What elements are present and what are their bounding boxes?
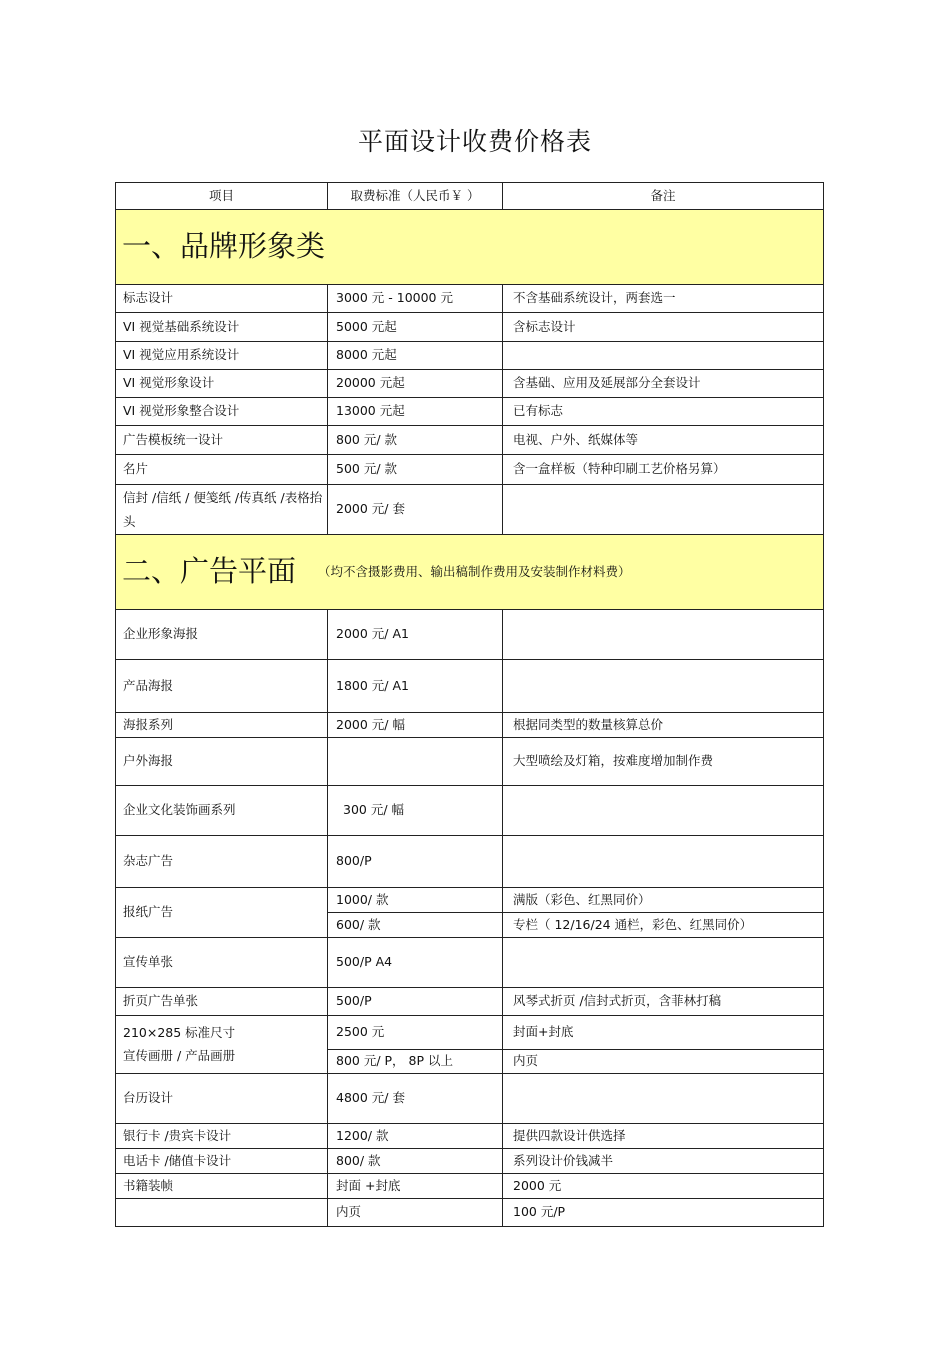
price-cell: 500/P A4 bbox=[328, 938, 503, 988]
header-note: 备注 bbox=[503, 183, 824, 210]
note-cell bbox=[503, 660, 824, 713]
price-cell: 800 元/ P， 8P 以上 bbox=[328, 1050, 503, 1074]
header-item: 项目 bbox=[116, 183, 328, 210]
note-cell bbox=[503, 485, 824, 535]
header-price: 取费标准（人民币￥ ） bbox=[328, 183, 503, 210]
note-cell: 大型喷绘及灯箱，按难度增加制作费 bbox=[503, 738, 824, 786]
price-cell: 2500 元 bbox=[328, 1016, 503, 1050]
price-cell: 2000 元/ A1 bbox=[328, 610, 503, 660]
table-row bbox=[116, 455, 824, 485]
note-cell: 专栏（ 12/16/24 通栏，彩色、红黑同价） bbox=[503, 913, 824, 938]
item-cell: VI 视觉应用系统设计 bbox=[116, 342, 328, 370]
table-row bbox=[116, 285, 824, 313]
note-cell: 2000 元 bbox=[503, 1174, 824, 1199]
note-cell: 含一盒样板（特种印刷工艺价格另算） bbox=[503, 455, 824, 485]
note-cell: 不含基础系统设计，两套选一 bbox=[503, 285, 824, 313]
price-cell: 4800 元/ 套 bbox=[328, 1074, 503, 1124]
item-cell: VI 视觉形象整合设计 bbox=[116, 398, 328, 426]
table-row bbox=[116, 786, 824, 836]
table-row bbox=[116, 1199, 824, 1227]
note-cell: 风琴式折页 /信封式折页，含菲林打稿 bbox=[503, 988, 824, 1016]
page-title: 平面设计收费价格表 bbox=[357, 127, 592, 156]
price-cell: 800 元/ 款 bbox=[328, 426, 503, 455]
section1-body bbox=[116, 285, 824, 535]
price-cell: 5000 元起 bbox=[328, 313, 503, 342]
table-row bbox=[116, 1074, 824, 1124]
item-cell: 台历设计 bbox=[116, 1074, 328, 1124]
price-cell: 内页 bbox=[328, 1199, 503, 1227]
note-cell: 已有标志 bbox=[503, 398, 824, 426]
note-cell: 根据同类型的数量核算总价 bbox=[503, 713, 824, 738]
table-row bbox=[116, 660, 824, 713]
note-cell bbox=[503, 342, 824, 370]
item-line: 210×285 标准尺寸 bbox=[123, 1025, 236, 1040]
item-cell: 书籍装帧 bbox=[116, 1174, 328, 1199]
section-title: 二、广告平面 bbox=[122, 554, 297, 589]
note-cell: 满版（彩色、红黑同价） bbox=[503, 888, 824, 913]
table-row bbox=[116, 1124, 824, 1149]
table-row bbox=[116, 1016, 824, 1050]
price-cell: 1000/ 款 bbox=[328, 888, 503, 913]
item-line: 宣传画册 / 产品画册 bbox=[123, 1047, 236, 1063]
table-row bbox=[116, 610, 824, 660]
section-header-ads bbox=[116, 535, 824, 610]
price-cell: 13000 元起 bbox=[328, 398, 503, 426]
item-cell: 信封 /信纸 / 便笺纸 /传真纸 /表格抬头 bbox=[116, 485, 328, 535]
item-cell: 宣传单张 bbox=[116, 938, 328, 988]
table-row bbox=[116, 398, 824, 426]
table-row bbox=[116, 888, 824, 913]
price-cell: 600/ 款 bbox=[328, 913, 503, 938]
item-cell: VI 视觉基础系统设计 bbox=[116, 313, 328, 342]
price-cell: 3000 元 - 10000 元 bbox=[328, 285, 503, 313]
item-cell: VI 视觉形象设计 bbox=[116, 370, 328, 398]
table-row bbox=[116, 485, 824, 535]
item-cell: 企业形象海报 bbox=[116, 610, 328, 660]
table-header-row bbox=[116, 183, 824, 210]
note-cell bbox=[503, 938, 824, 988]
item-cell bbox=[116, 1016, 328, 1074]
table-row bbox=[116, 426, 824, 455]
note-cell: 电视、户外、纸媒体等 bbox=[503, 426, 824, 455]
table-row bbox=[116, 938, 824, 988]
item-cell: 电话卡 /储值卡设计 bbox=[116, 1149, 328, 1174]
item-cell: 户外海报 bbox=[116, 738, 328, 786]
note-cell bbox=[503, 836, 824, 888]
note-cell: 含标志设计 bbox=[503, 313, 824, 342]
item-cell: 产品海报 bbox=[116, 660, 328, 713]
table-row bbox=[116, 342, 824, 370]
item-cell: 海报系列 bbox=[116, 713, 328, 738]
note-cell bbox=[503, 610, 824, 660]
section-header-brand bbox=[116, 210, 824, 285]
table-row bbox=[116, 1174, 824, 1199]
table-row bbox=[116, 988, 824, 1016]
price-cell: 封面 +封底 bbox=[328, 1174, 503, 1199]
item-cell: 名片 bbox=[116, 455, 328, 485]
note-cell: 100 元/P bbox=[503, 1199, 824, 1227]
table-row bbox=[116, 713, 824, 738]
table-row bbox=[116, 836, 824, 888]
note-cell bbox=[503, 786, 824, 836]
price-cell: 1800 元/ A1 bbox=[328, 660, 503, 713]
price-cell: 300 元/ 幅 bbox=[328, 786, 503, 836]
item-cell: 报纸广告 bbox=[116, 888, 328, 938]
item-cell bbox=[116, 1199, 328, 1227]
note-cell: 提供四款设计供选择 bbox=[503, 1124, 824, 1149]
note-cell bbox=[503, 1074, 824, 1124]
note-cell: 封面+封底 bbox=[503, 1016, 824, 1050]
note-cell: 含基础、应用及延展部分全套设计 bbox=[503, 370, 824, 398]
price-cell: 1200/ 款 bbox=[328, 1124, 503, 1149]
price-cell bbox=[328, 738, 503, 786]
table-row bbox=[116, 313, 824, 342]
price-cell: 20000 元起 bbox=[328, 370, 503, 398]
table-row bbox=[116, 738, 824, 786]
note-cell: 系列设计价钱减半 bbox=[503, 1149, 824, 1174]
price-cell: 500/P bbox=[328, 988, 503, 1016]
price-cell: 800/P bbox=[328, 836, 503, 888]
item-cell: 企业文化装饰画系列 bbox=[116, 786, 328, 836]
item-cell: 广告模板统一设计 bbox=[116, 426, 328, 455]
price-cell: 500 元/ 款 bbox=[328, 455, 503, 485]
section-title: 一、品牌形象类 bbox=[122, 229, 326, 264]
item-cell: 折页广告单张 bbox=[116, 988, 328, 1016]
table-row bbox=[116, 1149, 824, 1174]
price-cell: 8000 元起 bbox=[328, 342, 503, 370]
item-cell: 标志设计 bbox=[116, 285, 328, 313]
section-note: （均不含摄影费用、输出稿制作费用及安装制作材料费） bbox=[318, 563, 631, 579]
price-cell: 2000 元/ 套 bbox=[328, 485, 503, 535]
note-cell: 内页 bbox=[503, 1050, 824, 1074]
table-row bbox=[116, 370, 824, 398]
item-cell: 银行卡 /贵宾卡设计 bbox=[116, 1124, 328, 1149]
price-cell: 800/ 款 bbox=[328, 1149, 503, 1174]
item-cell: 杂志广告 bbox=[116, 836, 328, 888]
price-cell: 2000 元/ 幅 bbox=[328, 713, 503, 738]
price-table bbox=[115, 182, 824, 1227]
